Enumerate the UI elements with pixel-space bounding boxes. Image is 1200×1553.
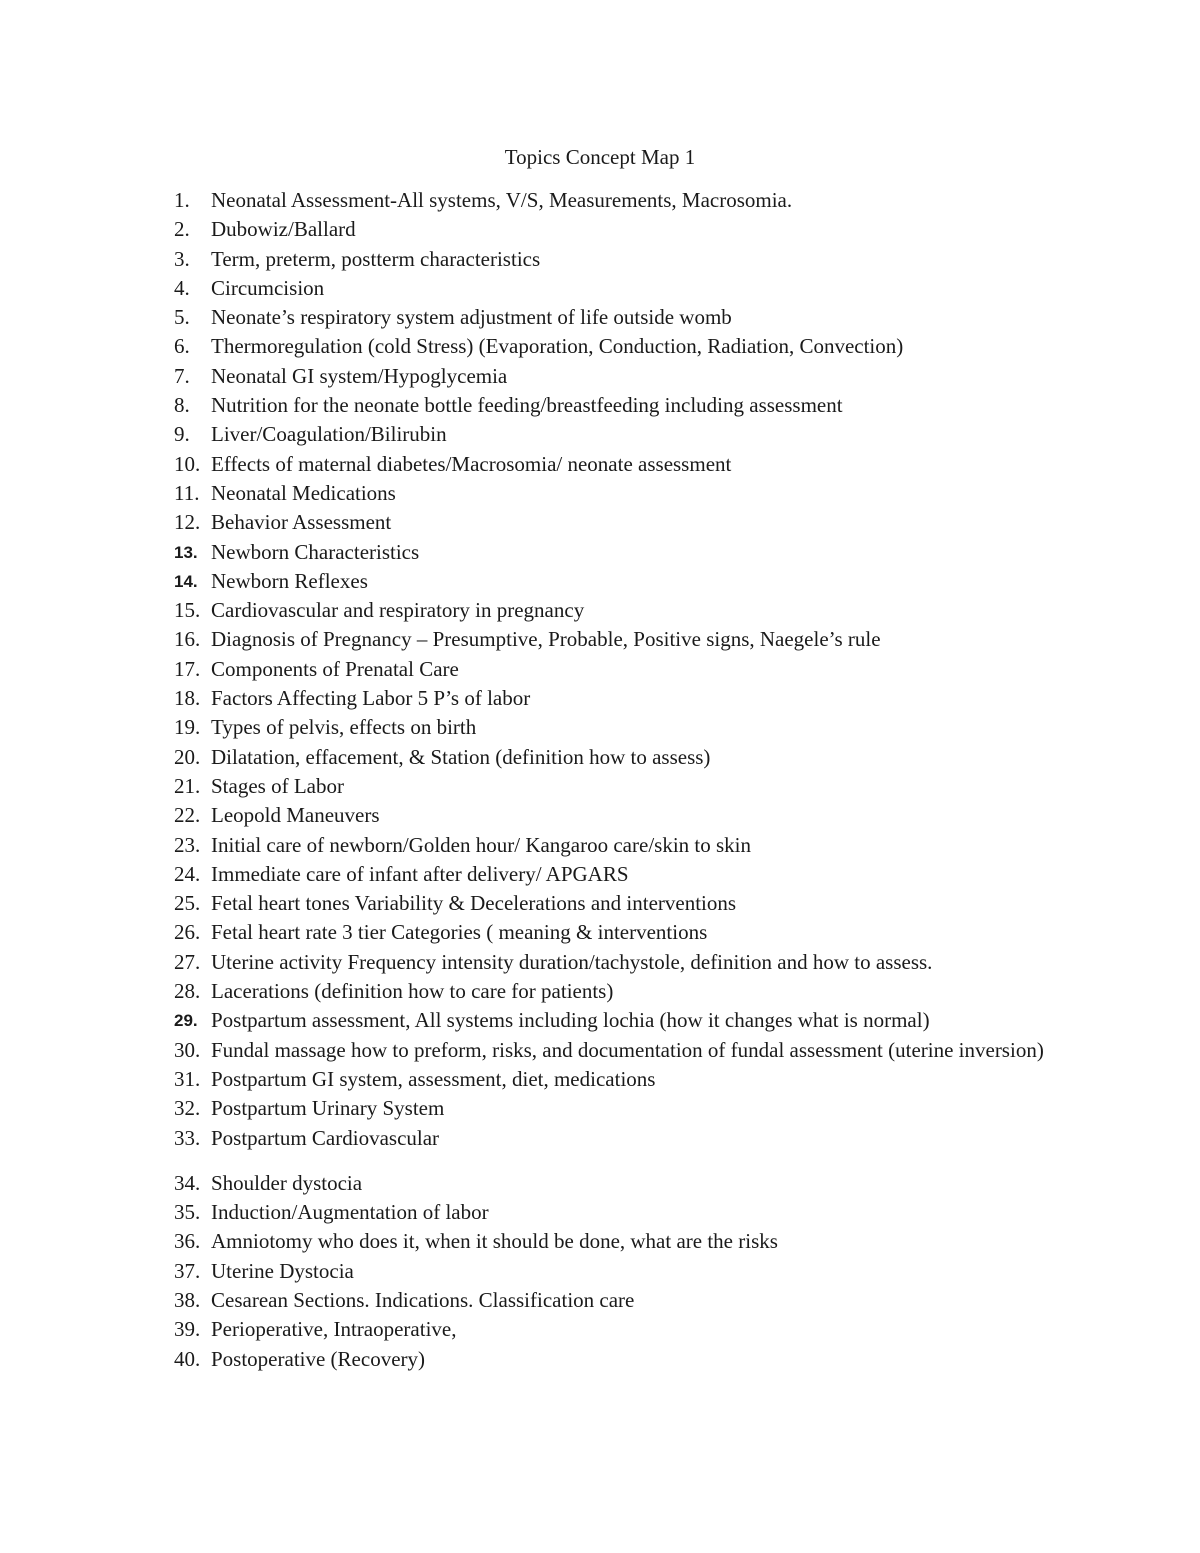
- topic-item: [174, 1286, 1074, 1315]
- topic-text: Lacerations (definition how to care for patients): [211, 979, 614, 1004]
- topic-text: Fundal massage how to preform, risks, and documentation of fundal assessment (uterine inversion): [211, 1037, 1044, 1062]
- topic-number: 15.: [174, 598, 201, 623]
- topic-number: 8.: [174, 393, 190, 418]
- topic-number: 12.: [174, 510, 201, 535]
- topic-text: Initial care of newborn/Golden hour/ Kangaroo care/skin to skin: [211, 832, 752, 857]
- topic-number: 36.: [174, 1229, 201, 1254]
- document-title: Topics Concept Map 1: [504, 145, 696, 169]
- topic-number: 9.: [174, 422, 190, 447]
- topic-item: [174, 713, 1074, 742]
- topic-text: Induction/Augmentation of labor: [211, 1200, 489, 1225]
- topic-number: 30.: [174, 1037, 201, 1062]
- topic-number: 38.: [174, 1287, 201, 1312]
- topic-number: 23.: [174, 832, 201, 857]
- topic-number: 3.: [174, 246, 190, 271]
- topic-text: Neonate’s respiratory system adjustment of life outside womb: [211, 305, 732, 330]
- topic-number: 16.: [174, 627, 201, 652]
- topic-item: [174, 1094, 1074, 1123]
- topic-text: Amniotomy who does it, when it should be done, what are the risks: [211, 1229, 778, 1254]
- topic-number: 33.: [174, 1125, 201, 1150]
- topic-item: [174, 1198, 1074, 1227]
- topic-item: [174, 596, 1074, 625]
- topic-text: Factors Affecting Labor 5 P’s of labor: [211, 686, 531, 711]
- topic-text: Shoulder dystocia: [211, 1170, 363, 1195]
- topic-item: [174, 332, 1074, 361]
- topic-item: [174, 303, 1074, 332]
- topic-text: Dubowiz/Ballard: [211, 217, 356, 242]
- topic-text: Term, preterm, postterm characteristics: [211, 246, 541, 271]
- topic-number: 35.: [174, 1200, 201, 1225]
- topic-number: 40.: [174, 1346, 201, 1371]
- topic-number: 25.: [174, 891, 201, 916]
- topic-item: [174, 567, 1074, 596]
- topic-number: 13.: [174, 542, 198, 562]
- topic-text: Postoperative (Recovery): [211, 1346, 426, 1371]
- topic-number: 17.: [174, 656, 201, 681]
- topic-item: [174, 1227, 1074, 1256]
- topic-item: [174, 1257, 1074, 1286]
- topic-text: Immediate care of infant after delivery/ APGARS: [211, 861, 629, 886]
- topic-text: Postpartum GI system, assessment, diet, medications: [211, 1066, 656, 1091]
- topic-item: [174, 977, 1074, 1006]
- topic-item: [174, 831, 1074, 860]
- topic-item: [174, 1169, 1074, 1198]
- topic-number: 37.: [174, 1258, 201, 1283]
- topic-number: 39.: [174, 1317, 201, 1342]
- topic-text: Types of pelvis, effects on birth: [211, 715, 477, 740]
- topic-number: 5.: [174, 305, 190, 330]
- topic-item: [174, 1065, 1074, 1094]
- topic-item: [174, 889, 1074, 918]
- topic-text: Postpartum Urinary System: [211, 1096, 445, 1121]
- topic-number: 29.: [174, 1011, 198, 1031]
- topic-item: [174, 362, 1074, 391]
- topic-item: [174, 948, 1074, 977]
- topic-text: Postpartum assessment, All systems including lochia (how it changes what is normal): [211, 1008, 930, 1033]
- topic-number: 2.: [174, 217, 190, 242]
- topic-text: Uterine activity Frequency intensity duration/tachystole, definition and how to assess.: [211, 949, 933, 974]
- topic-text: Newborn Reflexes: [211, 568, 368, 593]
- topic-item: [174, 186, 1074, 215]
- topic-text: Fetal heart tones Variability & Decelerations and interventions: [211, 891, 737, 916]
- topic-number: 31.: [174, 1066, 201, 1091]
- topic-list: [174, 186, 1074, 1374]
- topic-text: Fetal heart rate 3 tier Categories ( meaning & interventions: [211, 920, 708, 945]
- topic-number: 34.: [174, 1170, 201, 1195]
- topic-text: Newborn Characteristics: [211, 539, 420, 564]
- topic-item: [174, 479, 1074, 508]
- topic-number: 7.: [174, 363, 190, 388]
- topic-item: [174, 391, 1074, 420]
- topic-item: [174, 245, 1074, 274]
- topic-item: [174, 625, 1074, 654]
- topic-number: 4.: [174, 275, 190, 300]
- topic-item: [174, 420, 1074, 449]
- topic-number: 1.: [174, 188, 190, 212]
- topic-text: Leopold Maneuvers: [211, 803, 380, 828]
- topic-number: 11.: [174, 480, 200, 505]
- topic-number: 32.: [174, 1096, 201, 1121]
- topic-item: [174, 743, 1074, 772]
- topic-text: Behavior Assessment: [211, 510, 392, 535]
- topic-text: Circumcision: [211, 275, 325, 300]
- topic-number: 26.: [174, 920, 201, 945]
- topic-text: Liver/Coagulation/Bilirubin: [211, 422, 447, 447]
- topic-number: 27.: [174, 949, 201, 974]
- topic-item: [174, 274, 1074, 303]
- topic-text: Cesarean Sections. Indications. Classification care: [211, 1287, 635, 1312]
- topic-text: Thermoregulation (cold Stress) (Evaporation, Conduction, Radiation, Convection): [211, 334, 904, 359]
- topic-text: Neonatal Assessment-All systems, V/S, Measurements, Macrosomia.: [211, 188, 793, 212]
- topic-number: 28.: [174, 979, 201, 1004]
- topic-item: [174, 1124, 1074, 1153]
- topic-text: Components of Prenatal Care: [211, 656, 459, 681]
- topic-number: 10.: [174, 451, 201, 476]
- topic-text: Neonatal GI system/Hypoglycemia: [211, 363, 508, 388]
- topic-item: [174, 508, 1074, 537]
- topic-text: Diagnosis of Pregnancy – Presumptive, Probable, Positive signs, Naegele’s rule: [211, 627, 881, 652]
- topic-item: [174, 1036, 1074, 1065]
- topic-item: [174, 772, 1074, 801]
- topic-item: [174, 215, 1074, 244]
- topic-number: 22.: [174, 803, 201, 828]
- topic-item: [174, 1006, 1074, 1035]
- topic-number: 20.: [174, 744, 201, 769]
- topic-number: 14.: [174, 571, 198, 591]
- topic-item: [174, 1345, 1074, 1374]
- topic-text: Uterine Dystocia: [211, 1258, 354, 1283]
- topic-text: Cardiovascular and respiratory in pregnancy: [211, 598, 585, 623]
- topic-item: [174, 450, 1074, 479]
- topic-text: Nutrition for the neonate bottle feeding/breastfeeding including assessment: [211, 393, 843, 418]
- topic-number: 19.: [174, 715, 201, 740]
- topic-number: 6.: [174, 334, 190, 359]
- topic-item: [174, 684, 1074, 713]
- topic-number: 21.: [174, 773, 201, 798]
- topic-number: 18.: [174, 686, 201, 711]
- topic-item: [174, 801, 1074, 830]
- topic-text: Postpartum Cardiovascular: [211, 1125, 440, 1150]
- topic-text: Stages of Labor: [211, 773, 344, 798]
- topic-text: Perioperative, Intraoperative,: [211, 1317, 457, 1342]
- topic-item: [174, 918, 1074, 947]
- topic-text: Neonatal Medications: [211, 480, 396, 505]
- topic-item: [174, 860, 1074, 889]
- topic-text: Dilatation, effacement, & Station (definition how to assess): [211, 744, 711, 769]
- topic-item: [174, 655, 1074, 684]
- topic-item: [174, 538, 1074, 567]
- topic-number: 24.: [174, 861, 201, 886]
- topic-text: Effects of maternal diabetes/Macrosomia/ neonate assessment: [211, 451, 732, 476]
- topic-item: [174, 1315, 1074, 1344]
